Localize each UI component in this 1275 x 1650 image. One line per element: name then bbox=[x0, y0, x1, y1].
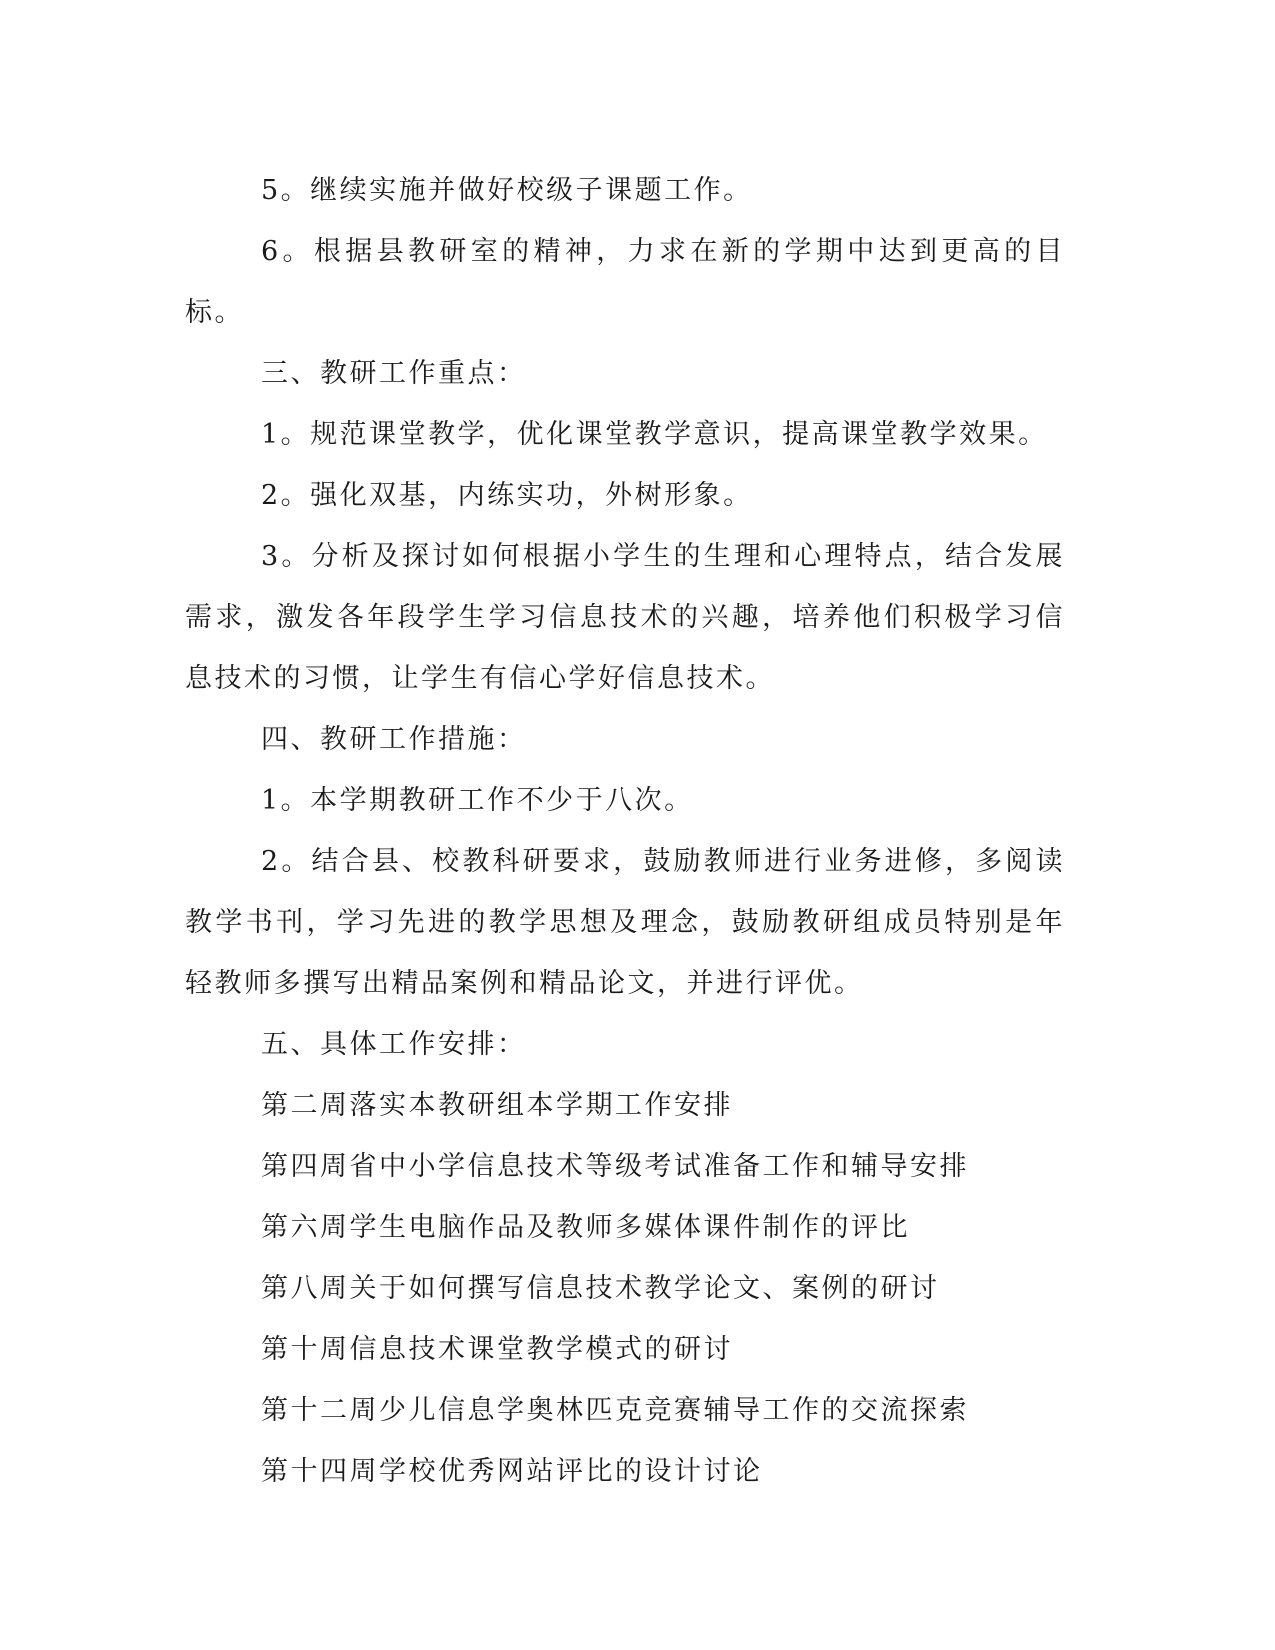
schedule-week-14: 第十四周学校优秀网站评比的设计讨论 bbox=[261, 1456, 763, 1487]
section-heading-4: 四、教研工作措施： bbox=[261, 724, 527, 755]
paragraph-measure-1: 1。本学期教研工作不少于八次。 bbox=[261, 785, 694, 816]
paragraph-focus-2: 2。强化双基，内练实功，外树形象。 bbox=[261, 480, 753, 511]
schedule-week-12: 第十二周少儿信息学奥林匹克竞赛辅导工作的交流探索 bbox=[261, 1395, 969, 1426]
section-heading-3: 三、教研工作重点： bbox=[261, 358, 527, 389]
schedule-week-2: 第二周落实本教研组本学期工作安排 bbox=[261, 1090, 733, 1121]
paragraph-focus-3: 3。分析及探讨如何根据小学生的生理和心理特点，结合发展需求，激发各年段学生学习信息技术的兴趣，培养他们积极学习信息技术的习惯，让学生有信心学好信息技术。 bbox=[185, 541, 1065, 694]
schedule-week-6: 第六周学生电脑作品及教师多媒体课件制作的评比 bbox=[261, 1212, 910, 1243]
schedule-week-10: 第十周信息技术课堂教学模式的研讨 bbox=[261, 1334, 733, 1365]
document-body bbox=[185, 160, 1065, 1502]
paragraph-item-5: 5。继续实施并做好校级子课题工作。 bbox=[261, 175, 753, 206]
schedule-week-4: 第四周省中小学信息技术等级考试准备工作和辅导安排 bbox=[261, 1151, 969, 1182]
paragraph-measure-2: 2。结合县、校教科研要求，鼓励教师进行业务进修，多阅读教学书刊，学习先进的教学思想及理念，鼓励教研组成员特别是年轻教师多撰写出精品案例和精品论文，并进行评优。 bbox=[185, 846, 1065, 999]
schedule-week-8: 第八周关于如何撰写信息技术教学论文、案例的研讨 bbox=[261, 1273, 940, 1304]
paragraph-focus-1: 1。规范课堂教学，优化课堂教学意识，提高课堂教学效果。 bbox=[261, 419, 1048, 450]
paragraph-item-6: 6。根据县教研室的精神，力求在新的学期中达到更高的目标。 bbox=[185, 236, 1065, 328]
section-heading-5: 五、具体工作安排： bbox=[261, 1029, 527, 1060]
